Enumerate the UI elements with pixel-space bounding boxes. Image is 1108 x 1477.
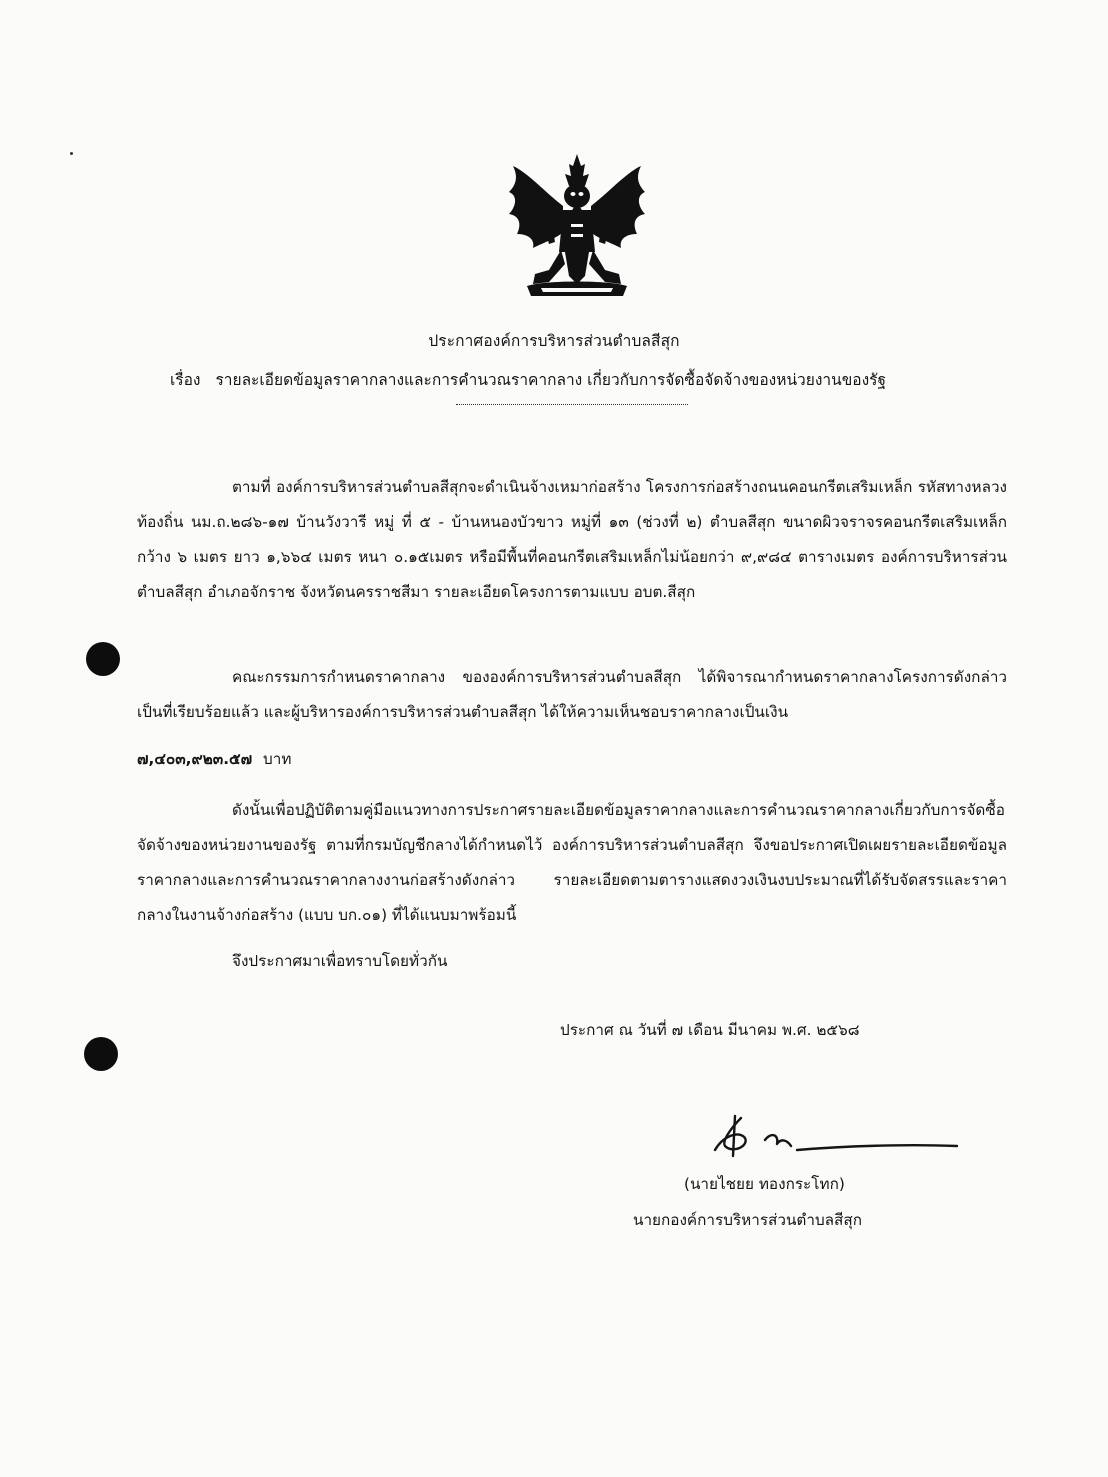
paragraph-committee: คณะกรรมการกำหนดราคากลาง ขององค์การบริหารส่วนตำบลสีสุก ได้พิจารณากำหนดราคากลางโครงการดังกล่าวเป็นที่เรียบร้อยแล้ว และผู้บริหารองค์การบริหารส่วนตำบลสีสุก ได้ให้ความเห็นชอบราคากลางเป็นเงิน [137,668,1007,721]
dotted-divider [456,404,688,405]
signer-position: นายกองค์การบริหารส่วนตำบลสีสุก [633,1211,862,1229]
subject-label: เรื่อง [170,371,201,389]
amount-value: ๗,๔๐๓,๙๒๓.๕๗ [137,750,253,768]
median-price-amount [137,742,291,777]
scan-speck [70,152,73,155]
punch-hole [86,642,120,676]
garuda-emblem-icon [505,152,649,298]
announcement-title: ประกาศองค์การบริหารส่วนตำบลสีสุก [428,332,680,350]
subject-text: รายละเอียดข้อมูลราคากลางและการคำนวณราคากลาง เกี่ยวกับการจัดซื้อจัดจ้างของหน่วยงานของรัฐ [215,371,887,389]
announcement-subject [170,367,990,392]
paragraph-publication: ดังนั้นเพื่อปฏิบัติตามคู่มือแนวทางการประกาศรายละเอียดข้อมูลราคากลางและการคำนวณราคากลางเกี่ยวกับการจัดซื้อจัดจ้างของหน่วยงานของรัฐ ตามที่กรมบัญชีกลางได้กำหนดไว้ องค์การบริหารส่วนตำบลสีสุก จึงขอประกาศเปิดเผยรายละเอียดข้อมูลราคากลางและการคำนวณราคากลางงานก่อสร้างดังกล่าว รายละเอียดตามตารางแสดงวงเงินงบประมาณที่ได้รับจัดสรรและราคากลางในงานจ้างก่อสร้าง (แบบ บก.๐๑) ที่ได้แนบมาพร้อมนี้ [137,801,1007,924]
announcement-date: ประกาศ ณ วันที่ ๗ เดือน มีนาคม พ.ศ. ๒๕๖๘ [560,1021,860,1039]
amount-unit: บาท [263,750,292,768]
closing-statement: จึงประกาศมาเพื่อทราบโดยทั่วกัน [232,952,448,970]
paragraph-project-details: ตามที่ องค์การบริหารส่วนตำบลสีสุกจะดำเนินจ้างเหมาก่อสร้าง โครงการก่อสร้างถนนคอนกรีตเสริมเหล็ก รหัสทางหลวงท้องถิ่น นม.ถ.๒๘๖-๑๗ บ้านวังวารี หมู่ ที่ ๕ - บ้านหนองบัวขาว หมู่ที่ ๑๓ (ช่วงที่ ๒) ตำบลสีสุก ขนาดผิวจราจรคอนกรีตเสริมเหล็ก กว้าง ๖ เมตร ยาว ๑,๖๖๔ เมตร หนา ๐.๑๕เมตร หรือมีพื้นที่คอนกรีตเสริมเหล็กไม่น้อยกว่า ๙,๙๘๔ ตารางเมตร องค์การบริหารส่วนตำบลสีสุก อำเภอจักราช จังหวัดนครราชสีมา รายละเอียดโครงการตามแบบ อบต.สีสุก [137,478,1007,601]
handwritten-signature [705,1110,965,1168]
signer-name: (นายไชยย ทองกระโทก) [684,1175,845,1193]
punch-hole [84,1037,118,1071]
